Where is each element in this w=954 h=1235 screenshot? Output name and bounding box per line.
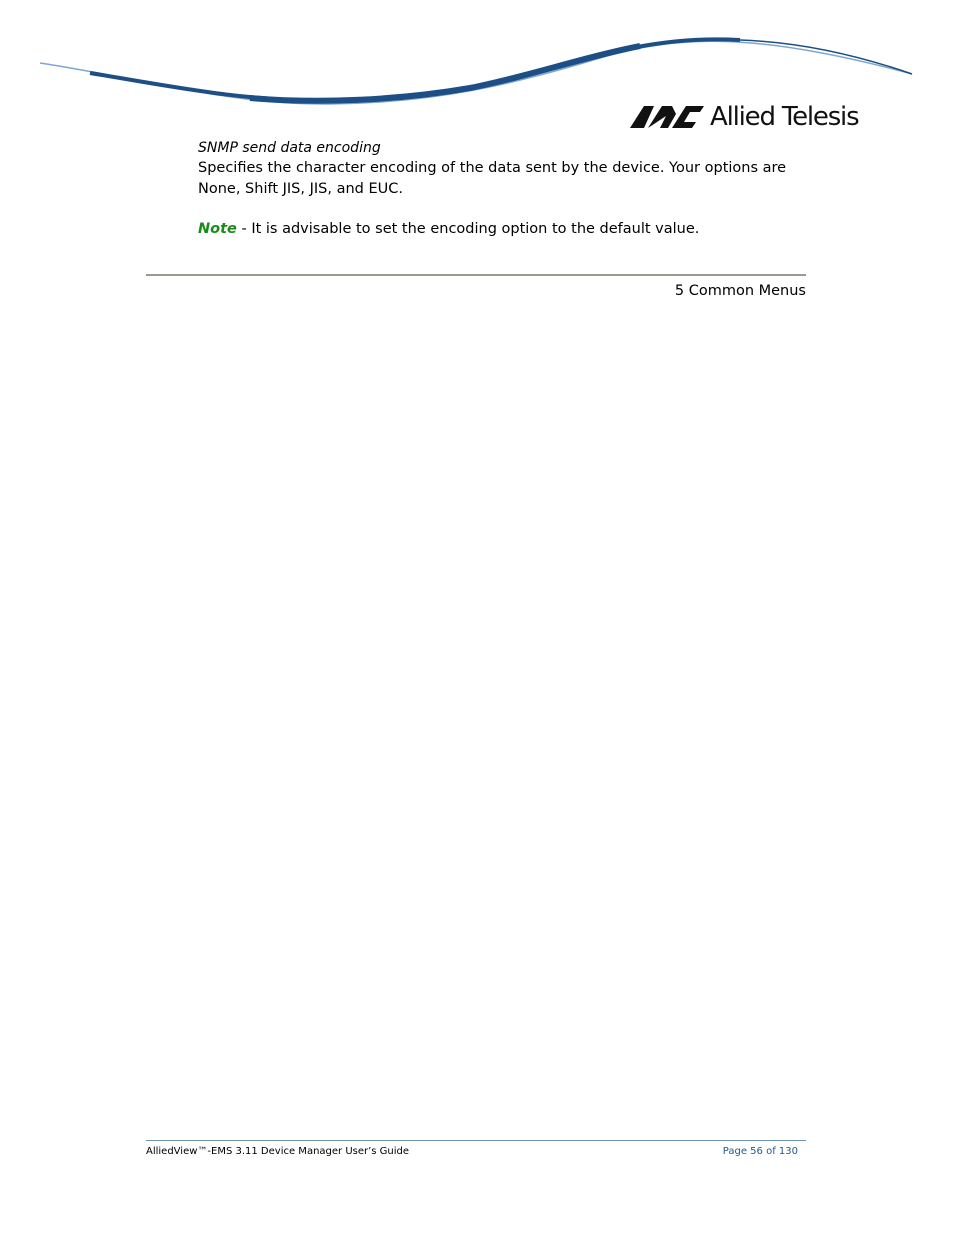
- chapter-label: 5 Common Menus: [674, 283, 806, 299]
- main-content: [198, 138, 808, 240]
- logo-mark-icon: [630, 106, 704, 128]
- section-divider: [146, 274, 806, 276]
- note-text: - It is advisable to set the encoding option to the default value.: [236, 221, 700, 237]
- note-block: [198, 219, 808, 240]
- footer-page-number: Page 56 of 130: [722, 1146, 798, 1157]
- note-label: Note: [198, 221, 237, 237]
- footer-divider: [146, 1140, 806, 1141]
- allied-telesis-logo: [630, 100, 870, 134]
- footer-document-title: AlliedView™-EMS 3.11 Device Manager User’s Guide: [146, 1146, 410, 1157]
- body-paragraph: Specifies the character encoding of the data sent by the device. Your options are None, Shift JIS, JIS, and EUC.: [198, 160, 787, 197]
- section-heading: SNMP send data encoding: [198, 140, 381, 156]
- logo-text: Allied Telesis: [710, 102, 859, 132]
